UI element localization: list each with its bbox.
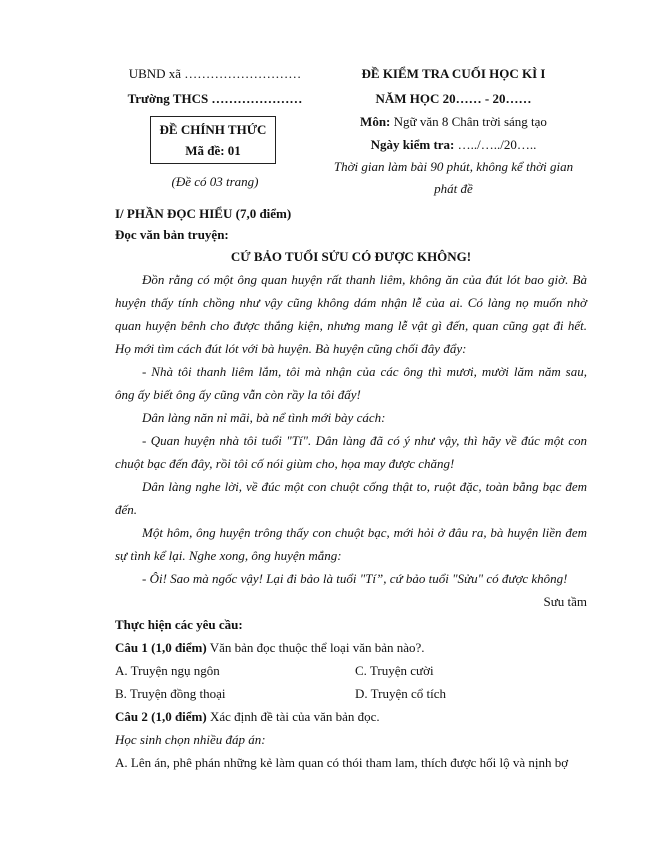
option-a: A. Truyện ngụ ngôn [115,663,220,678]
official-box [150,116,276,164]
story-line: ông ấy biết ông ấy cũng vẫn còn rầy la tôi đấy! [115,387,361,402]
school-line: Trường THCS ………………… [127,91,303,106]
question-1-text: Văn bản đọc thuộc thể loại văn bản nào?. [206,640,425,655]
question-1-label: Câu 1 (1,0 điểm) [115,640,207,655]
option-d: D. Truyện cổ tích [355,686,446,701]
question-1-options-row-2 [115,683,587,705]
story-line: - Nhà tôi thanh liêm lắm, tôi mà nhận của các ông thì mươi, mười lăm năm sau, [142,364,587,379]
exam-code: Mã đề: 01 [185,143,241,158]
question-1 [115,637,587,659]
option-c: C. Truyện cười [355,663,434,678]
question-2-note: Học sinh chọn nhiều đáp án: [115,732,266,747]
story-line: huyện thấy tính chồng như vậy cũng không dám nhận lễ của ai. Có làng nọ muốn nhờ [115,295,587,310]
question-2 [115,706,587,728]
ubnd-line: UBND xã ……………………… [128,66,302,81]
time-line-1: Thời gian làm bài 90 phút, không kể thời gian [333,159,574,174]
story-line: Dân làng nghe lời, về đúc một con chuột cống thật to, ruột đặc, toàn bằng bạc đem [142,479,587,494]
story-line: Dân làng năn nỉ mãi, bà nể tình mới bày cách: [142,410,386,425]
section-heading: I/ PHẦN ĐỌC HIỂU (7,0 điểm) [115,206,292,221]
read-label: Đọc văn bản truyện: [115,227,229,242]
official-label: ĐỀ CHÍNH THỨC [159,122,267,137]
task-heading: Thực hiện các yêu cầu: [115,617,243,632]
question-2-text: Xác định đề tài của văn bản đọc. [206,709,380,724]
exam-title: ĐỀ KIỂM TRA CUỐI HỌC KÌ I [361,66,546,81]
subject-line [320,114,587,130]
story-line: Họ mới tìm cách đút lót với bà huyện. Bà huyện cũng chối đây đẩy: [115,341,467,356]
question-2-option-a: A. Lên án, phê phán những kẻ làm quan có thói tham lam, thích được hối lộ và nịnh bợ [115,755,569,770]
story-line: Một hôm, ông huyện trông thấy con chuột bạc, mới hỏi ở đâu ra, bà huyện liền đem [142,525,587,540]
story-line: đến. [115,502,138,517]
story-line: - Ôi! Sao mà ngốc vậy! Lại đi bảo là tuổi "Tí”, cứ bảo tuổi "Sửu" có được không! [142,571,568,586]
subject-value: Ngữ văn 8 Chân trời sáng tạo [393,114,547,129]
question-1-options-row-1 [115,660,587,682]
subject-label: Môn: [360,114,391,129]
exam-header [115,62,587,202]
story-title: CỨ BẢO TUỔI SỬU CÓ ĐƯỢC KHÔNG! [230,249,472,264]
exam-page [115,62,587,770]
story-line: Đồn rằng có một ông quan huyện rất thanh liêm, không ăn của đút lót bao giờ. Bà [142,272,587,287]
school-year: NĂM HỌC 20…… - 20…… [375,91,532,106]
option-b: B. Truyện đồng thoại [115,686,226,701]
date-line [320,137,587,153]
page-count: (Đề có 03 trang) [171,174,259,189]
source-note: Sưu tầm [543,594,587,609]
story-line: sự tình kể lại. Nghe xong, ông huyện mắng: [115,548,342,563]
date-value: …../…../20….. [457,137,537,152]
question-2-label: Câu 2 (1,0 điểm) [115,709,207,724]
time-line-2: phát đề [434,181,473,196]
story-line: chuột bạc đến đây, rồi tôi cố nói giùm cho, họa may được chăng! [115,456,455,471]
date-label: Ngày kiểm tra: [370,137,455,152]
story-line: quan huyện bênh cho được thắng kiện, nhưng mang lễ vật gì đến, quan cũng gạt đi hết. [115,318,587,333]
story-line: - Quan huyện nhà tôi tuổi "Tí". Dân làng đã có ý như vậy, thì hãy về đúc một con [142,433,587,448]
